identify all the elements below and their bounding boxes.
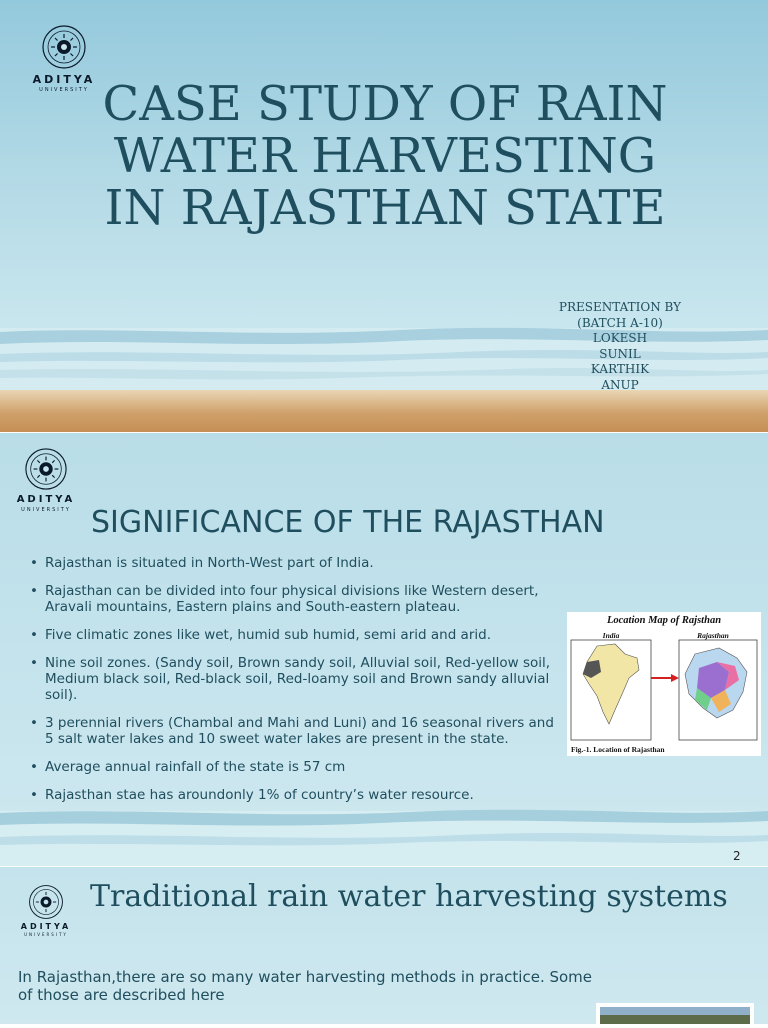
bullet-icon: • bbox=[30, 627, 38, 643]
list-item bbox=[30, 655, 560, 703]
list-item bbox=[30, 583, 560, 615]
logo-subtitle: UNIVERSITY bbox=[21, 507, 71, 513]
list-item bbox=[30, 759, 560, 775]
bullet-icon: • bbox=[30, 715, 38, 731]
title-line: CASE STUDY OF RAIN bbox=[102, 76, 668, 132]
bullet-icon: • bbox=[30, 787, 38, 803]
intro-paragraph: In Rajasthan,there are so many water harvesting methods in practice. Some of those are described here bbox=[18, 968, 593, 1004]
logo-emblem-icon bbox=[28, 884, 64, 920]
bullet-text: Five climatic zones like wet, humid sub humid, semi arid and arid. bbox=[45, 627, 491, 643]
landscape-photo bbox=[596, 1003, 754, 1024]
map-label-india: India bbox=[602, 631, 620, 640]
bullet-icon: • bbox=[30, 583, 38, 599]
logo-emblem-icon bbox=[41, 24, 87, 70]
arrow-icon bbox=[671, 674, 679, 682]
bullet-text: Rajasthan is situated in North-West part of India. bbox=[45, 555, 374, 571]
university-logo bbox=[14, 884, 78, 937]
logo-brand: ADITYA bbox=[32, 73, 96, 86]
page-number: 2 bbox=[733, 849, 741, 863]
sand-band bbox=[0, 390, 768, 432]
location-map-figure bbox=[567, 612, 761, 756]
list-item bbox=[30, 715, 560, 747]
university-logo bbox=[8, 447, 84, 513]
photo-placeholder bbox=[596, 1003, 754, 1024]
slide-title bbox=[0, 0, 768, 432]
logo-subtitle: UNIVERSITY bbox=[39, 87, 89, 93]
map-label-rajasthan: Rajasthan bbox=[697, 631, 729, 640]
presentation-title bbox=[90, 78, 680, 234]
list-item bbox=[30, 555, 560, 571]
logo-brand: ADITYA bbox=[16, 494, 76, 505]
list-item bbox=[30, 627, 560, 643]
slide-heading: Traditional rain water harvesting systems bbox=[90, 879, 728, 914]
map-title: Location Map of Rajsthan bbox=[606, 615, 722, 626]
slide-heading: SIGNIFICANCE OF THE RAJASTHAN bbox=[91, 505, 605, 540]
bullet-icon: • bbox=[30, 655, 38, 671]
presenter-name: KARTHIK bbox=[590, 362, 650, 376]
bullet-text: Nine soil zones. (Sandy soil, Brown sandy soil, Alluvial soil, Red-yellow soil, Medium black soil, Red-black soil, Red-loamy soil and Brown sandy alluvial soil). bbox=[45, 655, 551, 703]
presenter-name: LOKESH bbox=[592, 331, 648, 345]
bullet-text: Rajasthan can be divided into four physical divisions like Western desert, Aravali mountains, Eastern plains and South-eastern plateau. bbox=[45, 583, 539, 615]
bullet-text: 3 perennial rivers (Chambal and Mahi and Luni) and 16 seasonal rivers and 5 salt water lakes and 10 sweet water lakes are present in the state. bbox=[45, 715, 554, 747]
presenter-name: SUNIL bbox=[599, 346, 641, 361]
logo-subtitle: UNIVERSITY bbox=[24, 932, 68, 937]
batch-label: (BATCH A-10) bbox=[577, 315, 663, 330]
bullet-text: Average annual rainfall of the state is 57 cm bbox=[45, 759, 346, 775]
bullet-icon: • bbox=[30, 555, 38, 571]
bullet-text: Rajasthan stae has aroundonly 1% of country’s water resource. bbox=[45, 787, 474, 803]
logo-emblem-icon bbox=[24, 447, 68, 491]
list-item bbox=[30, 787, 560, 803]
logo-brand: ADITYA bbox=[20, 922, 72, 931]
map-caption: Fig.-1. Location of Rajasthan bbox=[571, 745, 665, 754]
title-line: IN RAJASTHAN STATE bbox=[104, 180, 666, 236]
title-line: WATER HARVESTING bbox=[113, 128, 657, 184]
location-map-image bbox=[567, 612, 761, 756]
bullet-icon: • bbox=[30, 759, 38, 775]
presenter-heading: PRESENTATION BY bbox=[558, 300, 682, 314]
presenter-list bbox=[540, 300, 700, 393]
presenter-name: ANUP bbox=[601, 377, 639, 392]
bullet-list bbox=[30, 555, 560, 815]
